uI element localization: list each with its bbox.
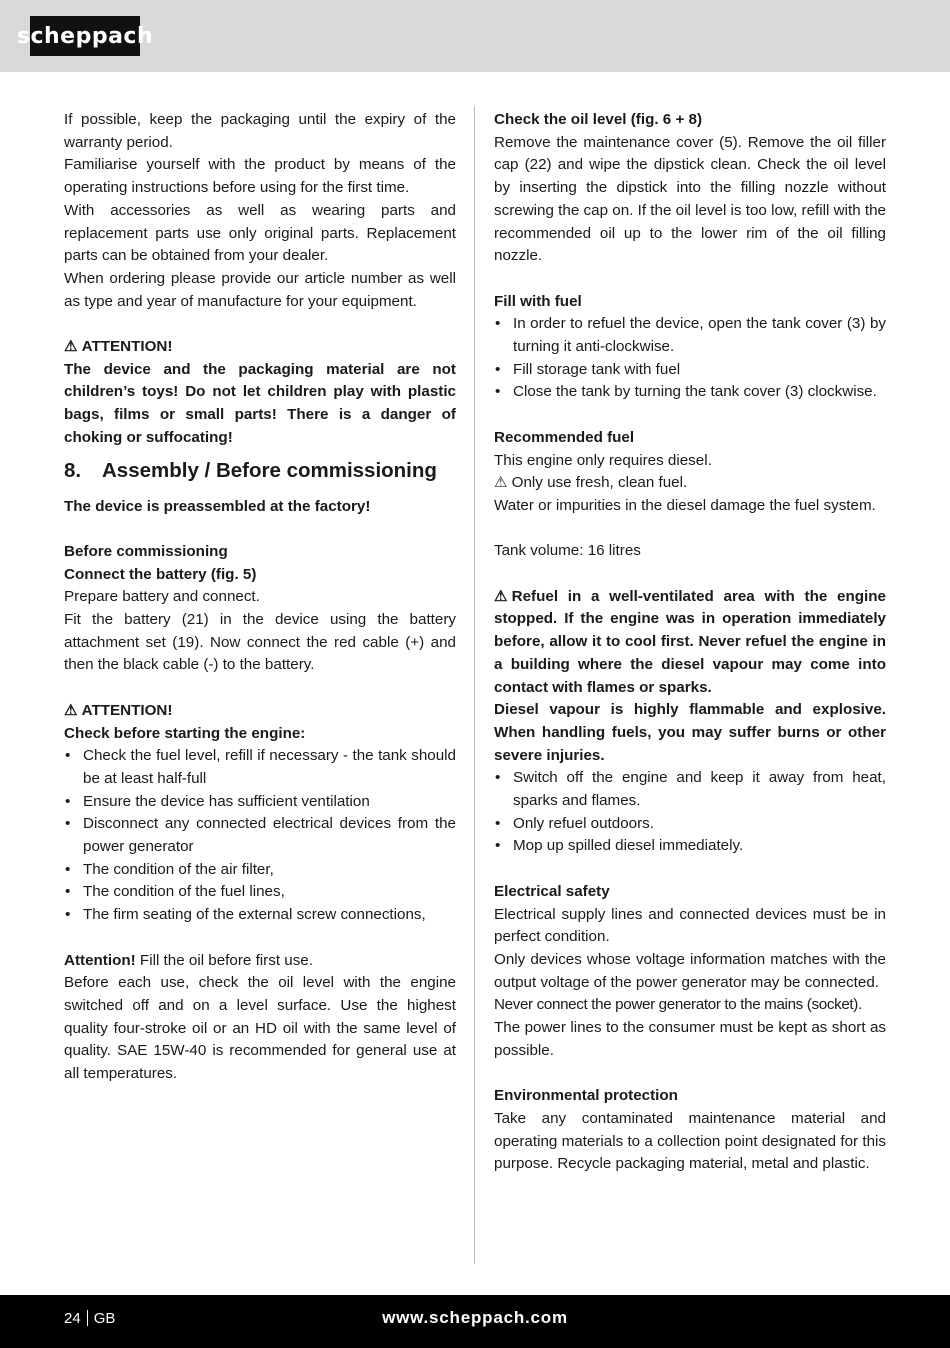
list-item: • Ensure the device has sufficient ventilation [64,791,456,814]
diesel-warning: Diesel vapour is highly flammable and explosive. When handling fuels, you may suffer burns or other severe injuries. [494,701,886,764]
paragraph: If possible, keep the packaging until the expiry of the warranty period. [64,111,456,151]
list-item: • Check the fuel level, refill if necessary - the tank should be at least half-full [64,745,456,790]
list-item: • The condition of the fuel lines, [64,881,456,904]
subheading-before-commissioning: Before commissioning [64,542,228,560]
paragraph: Remove the maintenance cover (5). Remove the oil filler cap (22) and wipe the dipstick clean. Check the oil level by inserting the dipstick into the filling nozzle without screwing the cap on. If the oil level is too low, refill with the recommended oil up to the lower rim of the oil filling nozzle. [494,133,886,265]
paragraph: Never connect the power generator to the mains (socket). [494,996,862,1014]
paragraph: With accessories as well as wearing parts and replacement parts use only original parts. Replacement parts can be obtained from your dealer. [64,201,456,265]
tank-volume: Tank volume: 16 litres [494,542,641,560]
list-item: • In order to refuel the device, open the tank cover (3) by turning it anti-clockwise. [494,313,886,358]
subheading-connect-battery: Connect the battery (fig. 5) [64,565,257,583]
fuel-list [494,313,886,404]
paragraph: Prepare battery and connect. [64,588,260,606]
left-column [64,109,456,1086]
preassembled-note: The device is preassembled at the factory! [64,497,371,515]
list-item: • The firm seating of the external screw connections, [64,904,456,927]
header-band [0,0,950,72]
refuel-warning: ⚠ Refuel in a well-ventilated area with the engine stopped. If the engine was in operation immediately before, allow it to cool first. Never refuel the engine in a building where the diesel vapour may come into contact with flames or sparks. [494,587,886,696]
warning-triangle-icon: ⚠ [494,474,508,492]
warning-triangle-icon: ⚠ [494,587,508,605]
footer-band [0,1295,950,1348]
list-item: • Switch off the engine and keep it away from heat, sparks and flames. [494,767,886,812]
check-list [64,745,456,927]
paragraph: When ordering please provide our article number as well as type and year of manufacture for your equipment. [64,269,456,310]
scheppach-logo: scheppach [30,16,140,56]
paragraph: The power lines to the consumer must be kept as short as possible. [494,1019,886,1059]
recommended-fuel-heading: Recommended fuel [494,428,635,446]
right-column [494,109,886,1176]
paragraph: This engine only requires diesel. [494,451,712,469]
warning-triangle-icon: ⚠ [64,701,78,719]
paragraph: Fit the battery (21) in the device using the battery attachment set (19). Now connect the red cable (+) and then the black cable (-) to the battery. [64,611,456,674]
list-item: • Only refuel outdoors. [494,813,886,836]
oil-heading: Check the oil level (fig. 6 + 8) [494,111,703,128]
attention-heading: ⚠ ATTENTION! [64,336,456,359]
fresh-fuel-note: ⚠ Only use fresh, clean fuel. [494,472,886,495]
check-before-heading: Check before starting the engine: [64,724,306,742]
attention-text: The device and the packaging material are not children’s toys! Do not let children play with plastic bags, films or small parts! There is a danger of choking or suffocating! [64,360,456,446]
paragraph: Before each use, check the oil level with the engine switched off and on a level surface. Use the highest quality four-stroke oil or an HD oil with the same level of quality. SAE 15W-40 is recommended for general use at all temperatures. [64,974,456,1083]
list-item: • Mop up spilled diesel immediately. [494,835,886,858]
paragraph: Water or impurities in the diesel damage the fuel system. [494,496,876,514]
page-number: 24 GB [64,1310,116,1327]
refuel-list [494,767,886,858]
paragraph: Familiarise yourself with the product by means of the operating instructions before using for the first time. [64,156,456,197]
column-divider [474,106,475,1264]
list-item: • Close the tank by turning the tank cover (3) clockwise. [494,381,886,404]
list-item: • Disconnect any connected electrical devices from the power generator [64,813,456,858]
paragraph: Take any contaminated maintenance material and operating materials to a collection point designated for this purpose. Recycle packaging material, metal and plastic. [494,1109,886,1173]
attention-heading: ⚠ ATTENTION! [64,700,456,723]
website-link[interactable]: www.scheppach.com [382,1308,568,1327]
warning-triangle-icon: ⚠ [64,338,78,356]
list-item: • Fill storage tank with fuel [494,359,886,382]
fuel-heading: Fill with fuel [494,292,582,310]
list-item: • The condition of the air filter, [64,859,456,882]
environmental-heading: Environmental protection [494,1087,678,1105]
section-heading: 8. Assembly / Before commissioning [64,458,437,482]
paragraph: Electrical supply lines and connected devices must be in perfect condition. [494,905,886,946]
oil-attention: Attention! Fill the oil before first use. [64,951,313,969]
paragraph: Only devices whose voltage information matches with the output voltage of the power generator may be connected. [494,950,886,991]
electrical-safety-heading: Electrical safety [494,882,610,900]
